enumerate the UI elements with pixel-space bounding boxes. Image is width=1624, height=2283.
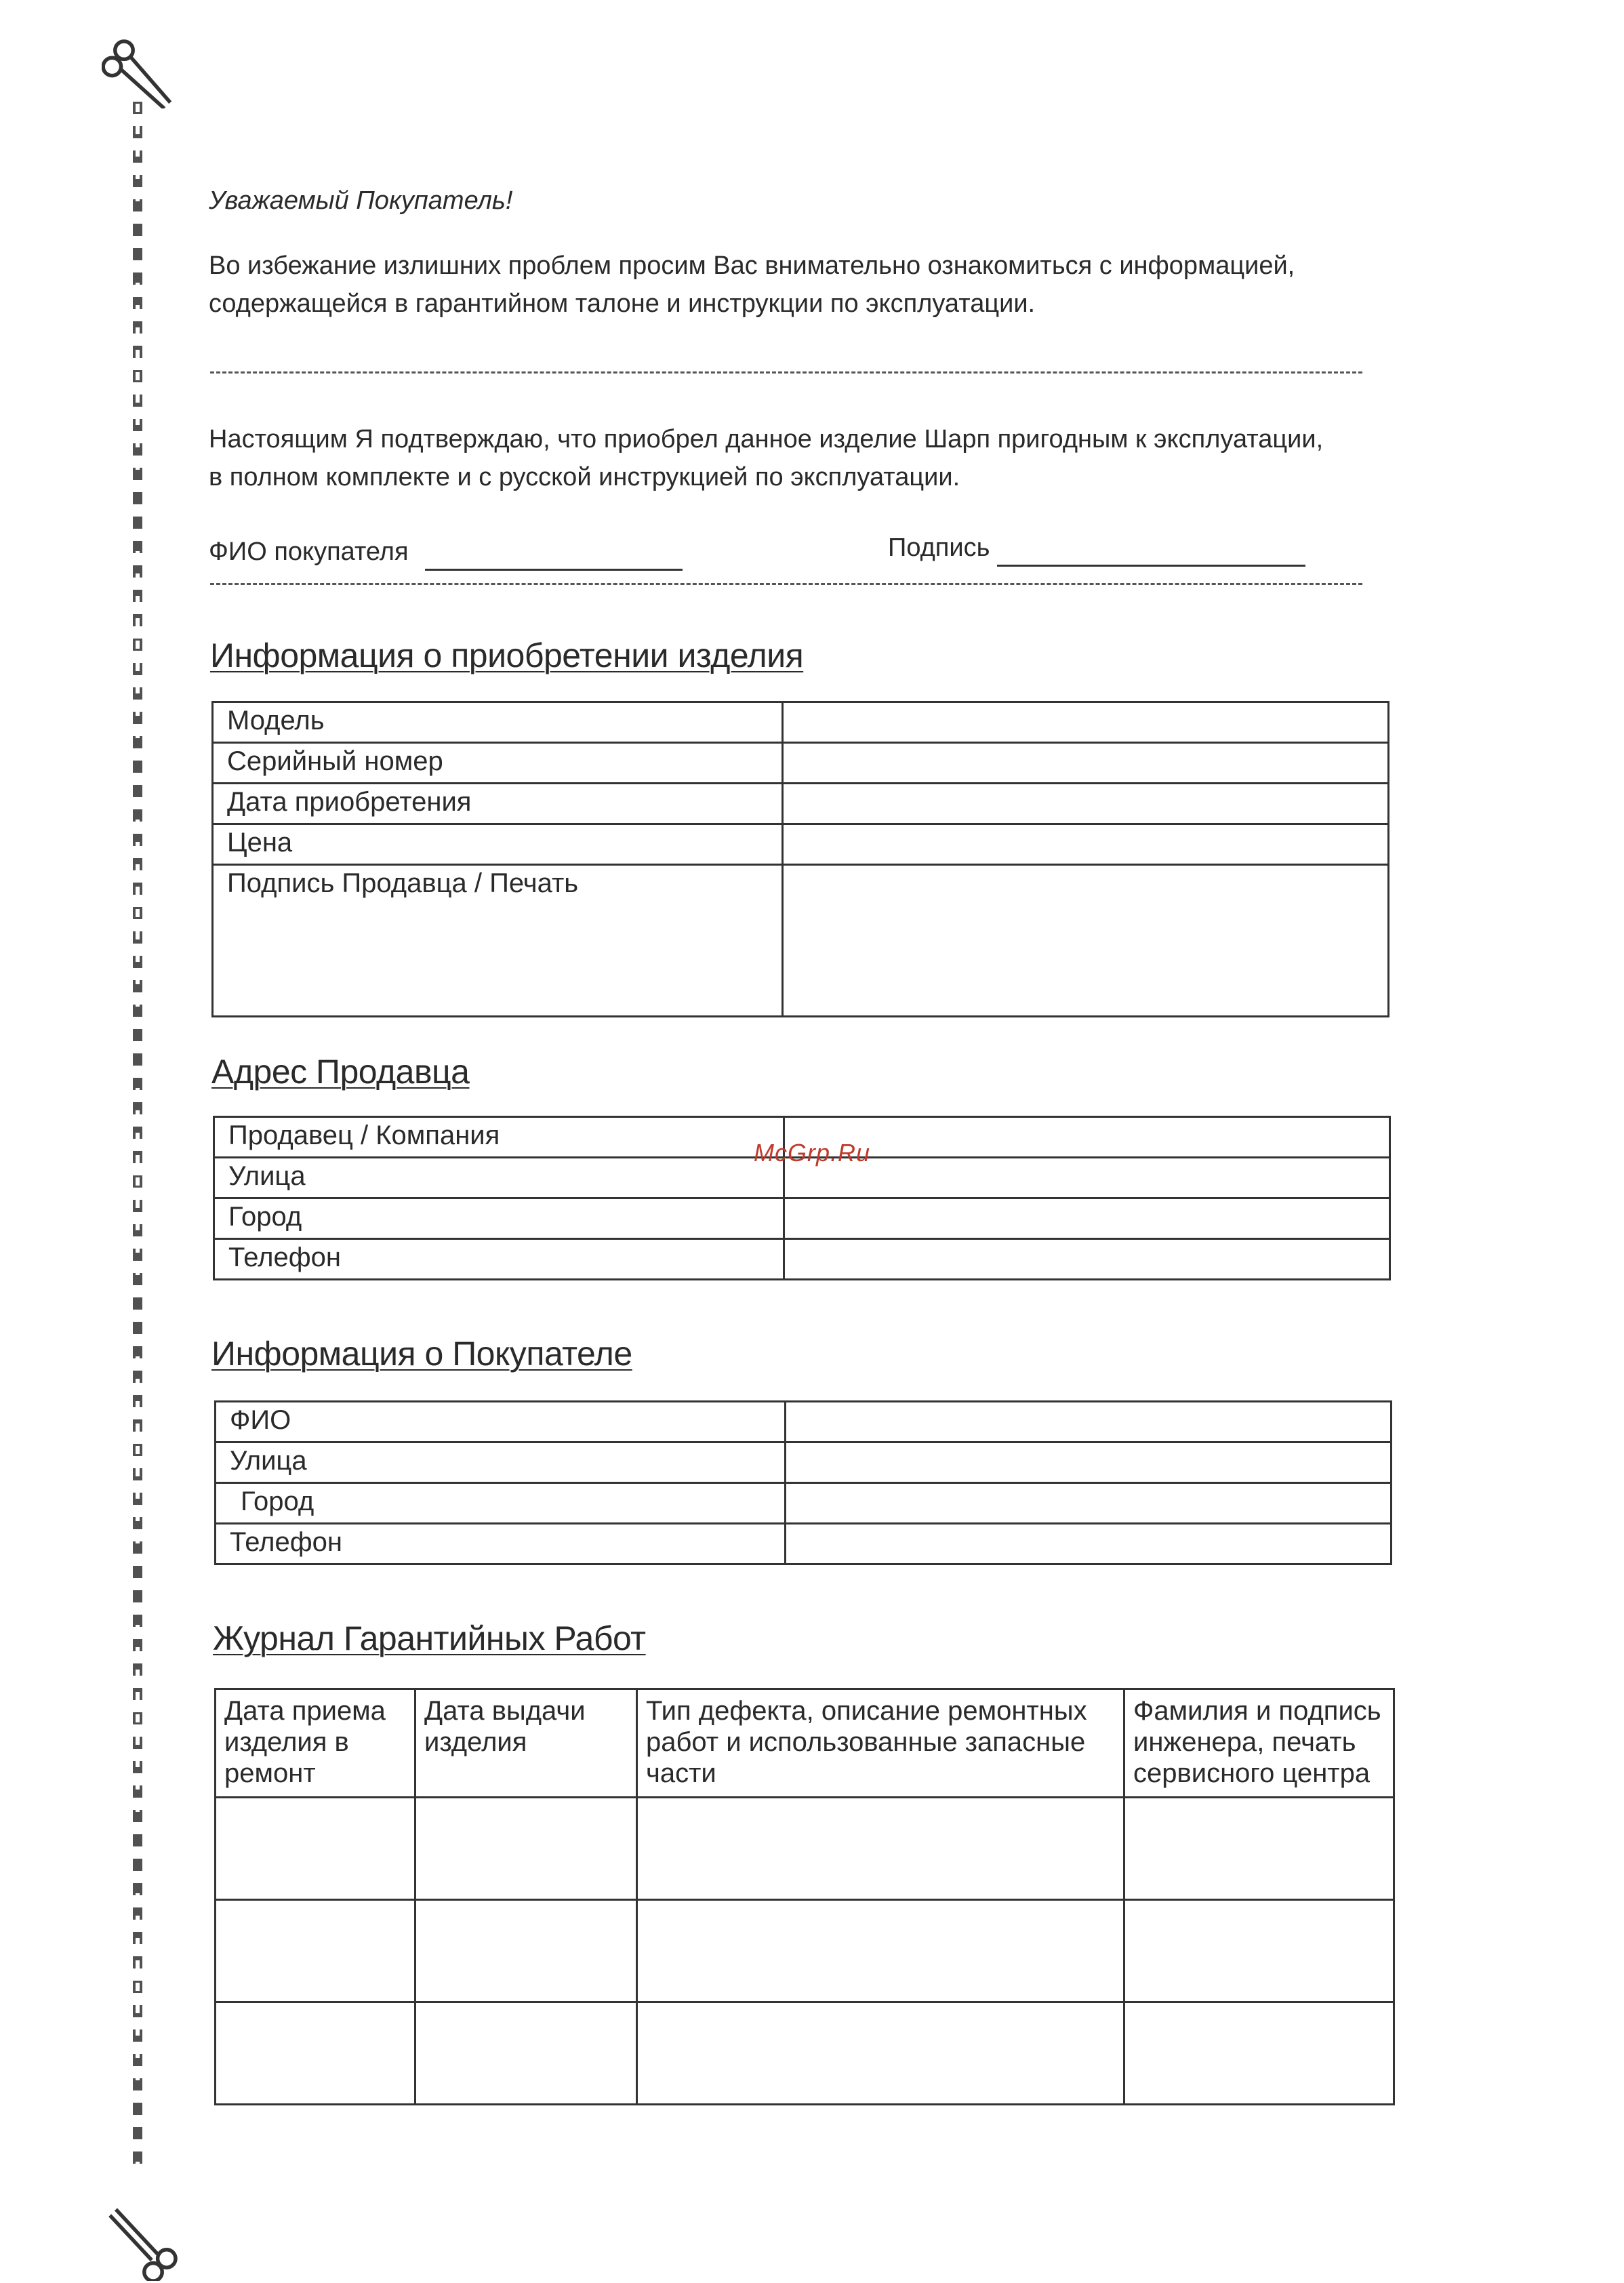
table-row <box>214 1239 1390 1280</box>
row-value[interactable] <box>786 1524 1392 1564</box>
row-value[interactable] <box>784 1239 1390 1280</box>
table-cell[interactable] <box>415 1900 637 2002</box>
table-row <box>216 2002 1394 2105</box>
row-label: Телефон <box>216 1524 786 1564</box>
confirmation-line-2: в полном комплекте и с русской инструкцией по эксплуатации. <box>209 463 960 491</box>
table-row <box>216 1442 1392 1483</box>
row-label: Продавец / Компания <box>214 1117 784 1158</box>
table-row <box>216 1798 1394 1900</box>
signature-line[interactable] <box>997 540 1305 567</box>
cut-line <box>133 102 142 2176</box>
row-value[interactable] <box>784 1158 1390 1198</box>
row-value[interactable] <box>786 1442 1392 1483</box>
table-row <box>216 1483 1392 1524</box>
buyer-name-field[interactable] <box>209 533 683 571</box>
table-row <box>213 784 1389 824</box>
table-row <box>213 743 1389 784</box>
row-label: Модель <box>213 702 783 743</box>
table-row <box>214 1198 1390 1239</box>
table-cell[interactable] <box>1124 1900 1394 2002</box>
table-cell[interactable] <box>637 1798 1124 1900</box>
row-label: Цена <box>213 824 783 865</box>
table-row <box>213 702 1389 743</box>
row-label: Улица <box>216 1442 786 1483</box>
seller-address-title: Адрес Продавца <box>211 1053 470 1091</box>
row-label: Улица <box>214 1158 784 1198</box>
row-value[interactable] <box>783 702 1389 743</box>
row-value[interactable] <box>783 743 1389 784</box>
divider-bottom <box>210 583 1362 585</box>
table-row <box>216 1524 1392 1564</box>
table-row <box>216 1402 1392 1442</box>
purchase-info-title: Информация о приобретении изделия <box>210 637 804 674</box>
row-label: Подпись Продавца / Печать <box>213 865 783 1017</box>
row-value[interactable] <box>783 865 1389 1017</box>
intro-text: Во избежание излишних проблем просим Вас внимательно ознакомиться с информацией, содержащейся в гарантийном талоне и инструкции по эксплуатации. <box>209 251 1295 318</box>
purchase-info-table <box>211 701 1389 1017</box>
row-label: Город <box>214 1198 784 1239</box>
table-cell[interactable] <box>1124 2002 1394 2105</box>
column-header: Фамилия и подпись инженера, печать сервисного центра <box>1124 1689 1394 1798</box>
table-cell[interactable] <box>415 1798 637 1900</box>
table-cell[interactable] <box>415 2002 637 2105</box>
table-header-row <box>216 1689 1394 1798</box>
table-row <box>213 824 1389 865</box>
table-cell[interactable] <box>216 2002 415 2105</box>
row-value[interactable] <box>786 1402 1392 1442</box>
table-cell[interactable] <box>637 1900 1124 2002</box>
row-value[interactable] <box>784 1198 1390 1239</box>
table-cell[interactable] <box>216 1798 415 1900</box>
row-value[interactable] <box>784 1117 1390 1158</box>
row-label: Телефон <box>214 1239 784 1280</box>
row-label: ФИО <box>216 1402 786 1442</box>
table-row <box>216 1900 1394 2002</box>
table-row <box>213 865 1389 1017</box>
signature-field[interactable] <box>888 529 1305 567</box>
row-label: Город <box>216 1483 786 1524</box>
signature-label: Подпись <box>888 533 990 562</box>
buyer-name-line[interactable] <box>425 544 683 571</box>
column-header: Дата приема изделия в ремонт <box>216 1689 415 1798</box>
divider-top <box>210 371 1362 373</box>
row-value[interactable] <box>783 824 1389 865</box>
confirmation-line-1: Настоящим Я подтверждаю, что приобрел данное изделие Шарп пригодным к эксплуатации, <box>209 425 1324 453</box>
column-header: Дата выдачи изделия <box>415 1689 637 1798</box>
column-header: Тип дефекта, описание ремонтных работ и использованные запасные части <box>637 1689 1124 1798</box>
warranty-log-table <box>214 1688 1395 2105</box>
buyer-name-label: ФИО покупателя <box>209 538 409 566</box>
table-cell[interactable] <box>637 2002 1124 2105</box>
confirmation-text <box>209 420 1402 496</box>
buyer-info-table <box>214 1400 1392 1565</box>
buyer-info-title: Информация о Покупателе <box>211 1335 632 1373</box>
table-cell[interactable] <box>1124 1798 1394 1900</box>
watermark: McGrp.Ru <box>754 1139 871 1167</box>
warranty-log-title: Журнал Гарантийных Работ <box>213 1619 646 1657</box>
row-label: Серийный номер <box>213 743 783 784</box>
row-label: Дата приобретения <box>213 784 783 824</box>
table-cell[interactable] <box>216 1900 415 2002</box>
row-value[interactable] <box>786 1483 1392 1524</box>
scissors-icon <box>108 2206 183 2281</box>
scissors-icon <box>102 34 176 108</box>
row-value[interactable] <box>783 784 1389 824</box>
greeting: Уважаемый Покупатель! <box>209 186 513 215</box>
